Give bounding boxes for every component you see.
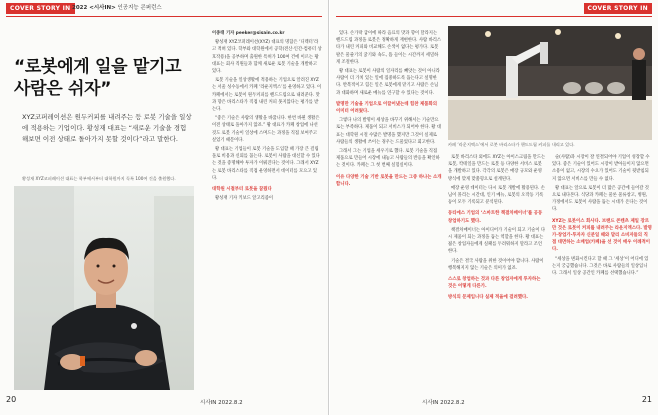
text-column-3 [448, 154, 546, 390]
cafe-robot-photo [448, 26, 652, 140]
paragraph: 로봇 기술을 일상생활에 적용하는 기업으로 알려진 XYZ는 서울 성수동에서 카페 ‘라운지엑스’를 운영하고 있다. 이 카페에서는 로봇이 원두커피를 핸드드립으로 내려준다. 맛과 향은 바리스타가 직접 내린 커피 못지않다는 평가를 받는다. [212, 78, 322, 113]
interview-question: 대학원 시절부터 로봇을 꿈꿨다 [212, 187, 272, 193]
footer-left: 시사IN 2022.8.2 [200, 400, 243, 406]
footer-right: 시사IN 2022.8.2 [422, 400, 465, 406]
article-lede: XYZ코퍼레이션은 원두커피를 내려주는 등 로봇 기술을 일상에 적용하는 기업이다. 황성재 대표는 “새로운 기술을 경험해보면 이전 상태로 돌아가지 못할 것이다”라고 말한다. [22, 113, 192, 144]
cover-story-tag-right: COVER STORY IN [584, 3, 653, 14]
photo-caption-right: 카페 ‘라운지엑스’에서 로봇 바리스타가 핸드드립 커피를 내리고 있다. [448, 142, 575, 147]
paragraph: “세상을 변화시킨다고 할 때 그 ‘세상’이 어디에 있는지 궁금했습니다. 그것은 바로 사람들의 일상입니다. 그래서 일상 공간인 카페를 선택했습니다.” [552, 256, 649, 277]
paragraph: 술(사람)과 시장이 잘 연결되어야 기업이 성장할 수 있다. 좋은 기술이 있어도 시장이 받아들이지 않으면 소용이 없고, 시장의 수요가 있어도 기술이 뒷받침되지 않으면 서비스를 만들 수 없다. [552, 155, 650, 182]
right-page [330, 0, 658, 415]
paragraph: 책결차매이너는 아이디어가 기술이 되고 기술이 다시 제품이 되는 과정을 돕는 역할을 한다. 황 대표는 젊은 창업자들에게 실패를 두려워하지 말라고 조언한다. [448, 227, 545, 255]
running-header [72, 3, 162, 14]
running-header-subtitle: 인공지능 콘퍼런스 [117, 5, 162, 11]
paragraph: 황 대표는 로봇이 사람의 일자리를 빼앗는 것이 아니라 사람이 더 가치 있는 일에 집중하도록 돕는다고 설명한다. 반복적이고 힘든 일은 로봇에게 맡기고 사람은 손님과 대화하며 새로운 메뉴를 연구할 수 있다는 것이다. [336, 69, 440, 96]
paragraph: 황 대표는 기업들이 로봇 기술을 도입할 때 가장 큰 걸림돌로 비용과 신뢰를 꼽는다. 로봇이 사람을 대신할 수 있다는 것을 증명해야 투자가 이뤄진다는 것이다. 그래서 XYZ는 로봇 바리스타를 직접 운영하면서 데이터를 모으고 있다. [212, 147, 320, 181]
header-rule [6, 16, 322, 17]
running-header-title: 2022 <시사IN> [72, 5, 116, 11]
text-column-4 [552, 154, 652, 390]
paragraph: 그래서 그는 기업을 세우기로 했다. 로봇 기술을 직접 제품으로 만들어 시장에 내놓고 사람들의 반응을 확인하는 것이다. 카페는 그 첫 번째 실험실이다. [336, 149, 440, 169]
photo-caption-left: 황성재 XYZ코퍼레이션 대표는 학부에서부터 대학원까지 독특 100여 건을 출원했다. [22, 176, 176, 181]
header-rule [336, 16, 652, 17]
article-headline: “로봇에게 일을 맡기고 사람은 쉬자” [14, 57, 182, 99]
byline: 이종태 기자 peeker@sisain.co.kr [212, 31, 285, 36]
paragraph: 기술은 결국 사람을 위한 것이어야 합니다. 사람이 행복해지지 않는 기술은 의미가 없죠. [448, 258, 544, 271]
cafe-robot-illustration [448, 26, 652, 140]
text-column-1 [212, 30, 322, 385]
page-number-right: 21 [641, 395, 652, 404]
paragraph: 있다. 손가락 굽이에 따라 음료의 맛과 향이 달라지는 핸드드립 과정을 로봇은 정확하게 재현한다. 사람 바리스타가 내린 커피와 비교해도 손색이 없다는 평가다. 로봇 팔은 물줄기의 굵기와 속도, 뜸 들이는 시간까지 세밀하게 조절한다. [336, 31, 442, 65]
interview-question: 발명만 기술을 기업으로 이끌어냈는데 힘찬 제품화의 이미터 어려웠다. [336, 101, 437, 115]
text-column-2 [336, 30, 442, 388]
cover-story-tag-left: COVER STORY IN [6, 3, 75, 14]
page-number-left: 20 [6, 395, 17, 404]
portrait-illustration [14, 186, 194, 390]
interview-question: 스스로 창업하는 것과 다른 창업자에게 투자하는 것은 어떻게 다른가. [448, 277, 541, 290]
paragraph: 그렇다 나의 발명이 세상을 바꾸기 위해서는 기술만으로는 부족하다. 제품이 되고 서비스가 되어야 한다. 황 대표는 대학원 시절 수많은 발명을 했지만 그것이 실제로 사람들의 생활에 쓰이는 경우는 드물었다고 회고한다. [336, 118, 441, 145]
paragraph: 로봇 바리스타 외에도 XYZ는 아이스크림을 만드는 로봇, 칵테일을 만드는 로봇 등 다양한 서비스 로봇을 개발하고 있다. 각각의 로봇은 매장 규모와 운영 방식에 맞게 맞춤형으로 설계된다. [448, 155, 546, 182]
paragraph: 황성재 기자 키보드 앞고리즘이 [215, 196, 274, 202]
paragraph: 황성재 XYZ코퍼레이션(XYZ) 대표의 명함은 ‘디렉터’라고 적혀 있다. 학부와 대학원에서 공학(전산·인간-컴퓨터 상호작용)을 공부하며 출원한 특허가 100여 건에 이르는 황 대표는 회사 직원들과 함께 새로운 로봇 기술을 개발하고 있다. [212, 40, 322, 75]
interview-question: XYZ는 로봇이스 회사다. 브랜드 콘텐츠 제일 장르만 것은 로봇이 커피를 내려주는 라운지엑스다. 발명가·창업가·투자자 신분일 때와 달리 소비자들의 직접 대면하는 소매업(카페)을 선 것이 매우 이례적이다. [552, 218, 652, 253]
interview-question: 이유 다양한 기술 기반 로봇을 만드는 그중 하나는 소개합니다. [336, 174, 442, 187]
paragraph: “좋은 기술은 사람의 생활을 바꿉니다. 한번 바뀐 생활은 이전 상태로 돌아가지 않죠.” 황 대표가 카페 창업에 나선 것도 로봇 기술이 일상에 스며드는 과정을 직접 보여주고 싶었기 때문이다. [212, 116, 320, 143]
portrait-photo [14, 186, 194, 390]
paragraph: 매장 운영 데이터는 다시 로봇 개발에 활용된다. 손님이 몰리는 시간대, 인기 메뉴, 로봇의 오작동 기록 등이 모두 기록되고 분석된다. [448, 185, 545, 206]
interview-question: 동티에스 기업의 ‘스마트한 책결차매이너’를 공동 창업하기도 했다. [448, 211, 543, 224]
paragraph: 황 대표는 앞으로 로봇이 더 많은 공간에 들어갈 것으로 내다본다. 식당과 카페는 물론 물류창고, 병원, 가정에서도 로봇이 사람을 돕는 시대가 온다는 것이다. [552, 185, 649, 213]
interview-question: 방식의 문제입니다 실제 적을에 걸려했다. [448, 295, 528, 301]
